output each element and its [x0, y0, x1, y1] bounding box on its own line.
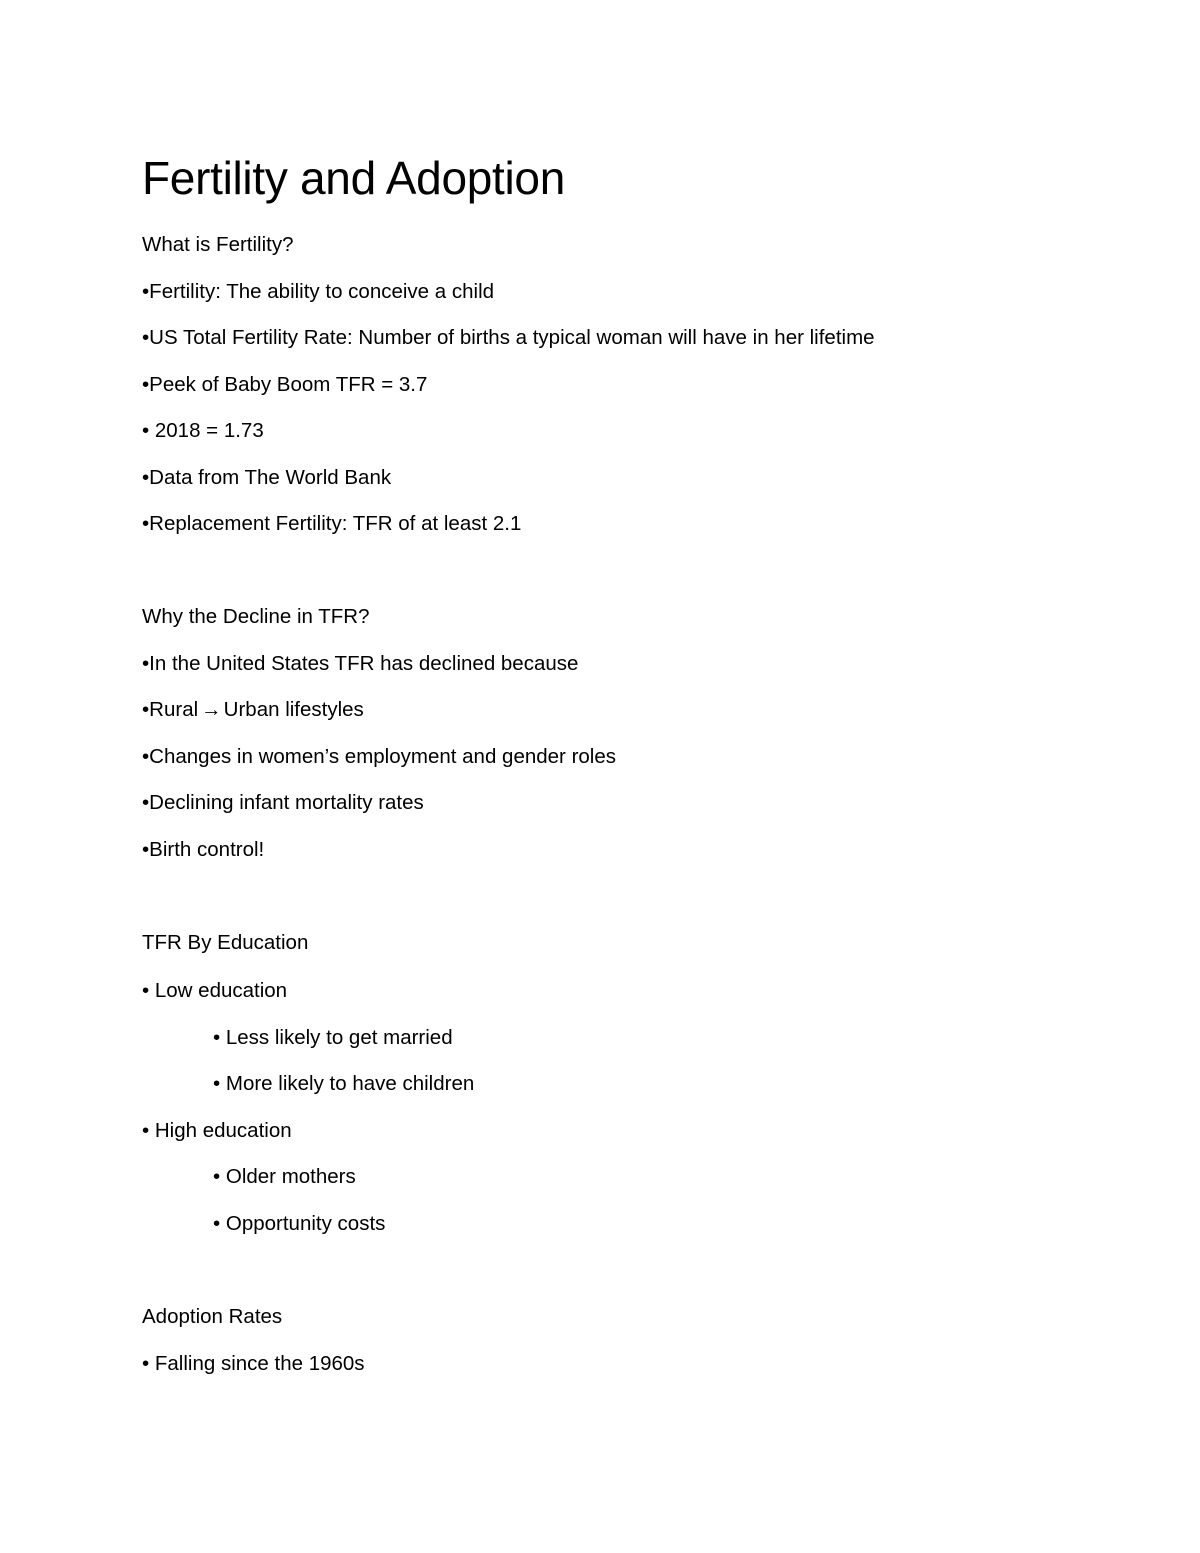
page-title: Fertility and Adoption: [142, 152, 565, 204]
section-heading-what-is-fertility: What is Fertility?: [142, 233, 294, 256]
bullet-birth-control: •Birth control!: [142, 838, 265, 861]
bullet-low-education: • Low education: [142, 979, 288, 1002]
sub-bullet-opportunity-costs: • Opportunity costs: [213, 1212, 386, 1235]
bullet-baby-boom-tfr: •Peek of Baby Boom TFR = 3.7: [142, 373, 428, 396]
section-heading-decline: Why the Decline in TFR?: [142, 605, 370, 628]
bullet-replacement-fertility: •Replacement Fertility: TFR of at least 2.1: [142, 512, 522, 535]
bullet-womens-employment: •Changes in women’s employment and gender roles: [142, 745, 617, 768]
section-heading-tfr-education: TFR By Education: [142, 931, 309, 954]
section-heading-adoption-rates: Adoption Rates: [142, 1305, 283, 1328]
bullet-fertility-definition: •Fertility: The ability to conceive a child: [142, 280, 495, 303]
right-arrow-icon: →: [201, 698, 222, 721]
bullet-data-source: •Data from The World Bank: [142, 466, 392, 489]
bullet-infant-mortality: •Declining infant mortality rates: [142, 791, 424, 814]
sub-bullet-less-likely-married: • Less likely to get married: [213, 1026, 453, 1049]
bullet-us-tfr: •US Total Fertility Rate: Number of births a typical woman will have in her lifetime: [142, 326, 875, 349]
bullet-falling-since-1960s: • Falling since the 1960s: [142, 1352, 365, 1375]
urban-text: Urban lifestyles: [223, 698, 364, 721]
rural-text: •Rural: [142, 698, 199, 721]
bullet-rural-urban: [142, 697, 364, 723]
sub-bullet-older-mothers: • Older mothers: [213, 1165, 356, 1188]
bullet-2018-tfr: • 2018 = 1.73: [142, 419, 264, 442]
bullet-high-education: • High education: [142, 1119, 292, 1142]
sub-bullet-more-likely-children: • More likely to have children: [213, 1072, 475, 1095]
bullet-us-declined: •In the United States TFR has declined because: [142, 652, 579, 675]
